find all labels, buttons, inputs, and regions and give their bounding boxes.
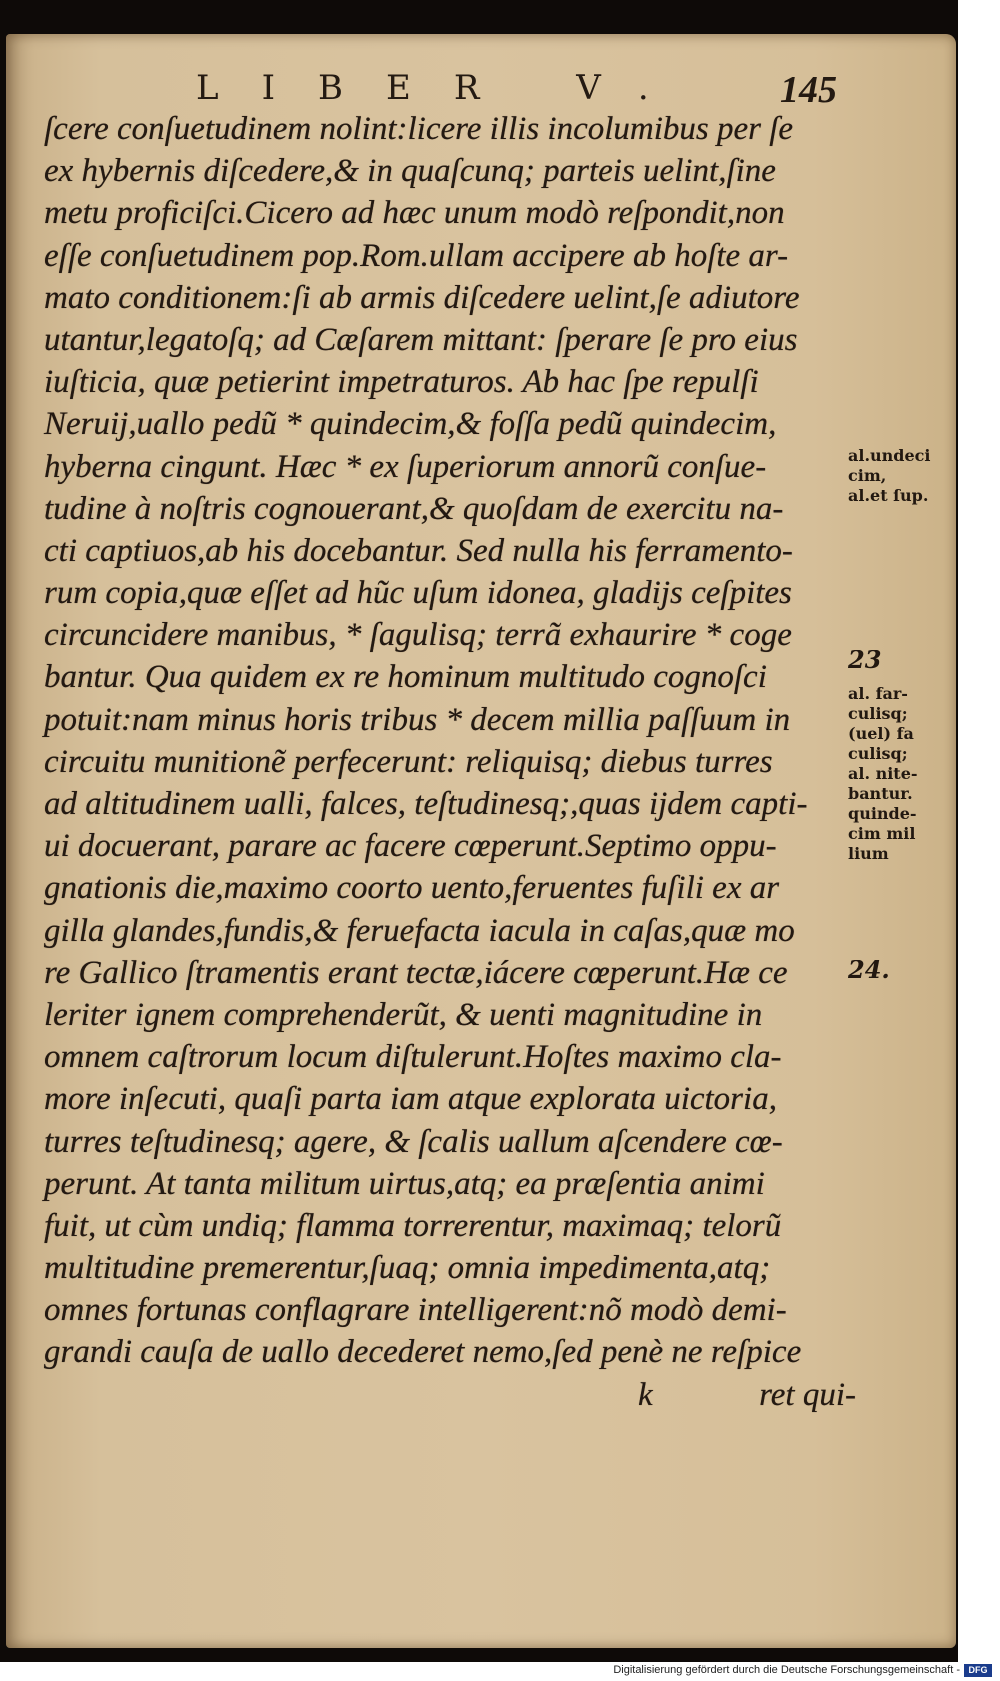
text-line: ad altitudinem ualli, falces, teſtudinesq;,quas ijdem capti- — [44, 786, 808, 822]
text-line: rum copia,quæ eſſet ad hũc uſum idonea, gladijs ceſpites — [44, 575, 792, 612]
text-line: mato conditionem:ſi ab armis diſcedere uelint,ſe adiutore — [44, 279, 800, 316]
text-line: ex hybernis diſcedere,& in quaſcunq; parteis uelint,ſine — [44, 153, 776, 190]
text-line: turres teſtudinesq; agere, & ſcalis uallum aſcendere cœ- — [44, 1123, 783, 1160]
catchline — [44, 1374, 856, 1416]
text-line: Neruij,uallo pedũ * quindecim,& foſſa pedũ quindecim, — [44, 406, 777, 443]
margin-note: quinde- — [848, 804, 917, 823]
text-line: omnem caſtrorum locum diſtulerunt.Hoſtes maximo cla- — [44, 1039, 782, 1076]
text-line: multitudine premerentur,ſuaq; omnia impedimenta,atq; — [44, 1250, 771, 1287]
margin-note-group-1 — [848, 446, 956, 506]
text-line: gilla glandes,fundis,& feruefacta iacula in caſas,quæ mo — [44, 912, 795, 949]
text-line: leriter ignem comprehenderũt, & uenti magnitudine in — [44, 996, 763, 1033]
margin-note: culisq; — [848, 704, 908, 723]
text-line: eſſe conſuetudinem pop.Rom.ullam accipere ab hoſte ar- — [44, 237, 789, 274]
text-line: hyberna cingunt. Hæc * ex ſuperiorum annorũ conſue- — [44, 448, 767, 485]
text-line: circuitu munitionẽ perfecerunt: reliquisq; diebus turres — [44, 743, 773, 780]
running-head: LIBER V. — [196, 68, 692, 108]
text-line: ui docuerant, parare ac facere cœperunt.Septimo oppu- — [44, 828, 777, 865]
margin-note: cim, — [848, 466, 887, 485]
text-line: more inſecuti, quaſi parta iam atque explorata uictoria, — [44, 1081, 777, 1118]
margin-note: al.undeci — [848, 446, 931, 465]
footer-bar — [0, 1662, 1000, 1681]
margin-note: al.et ſup. — [848, 486, 929, 505]
text-line: gnationis die,maximo coorto uento,feruentes fuſili ex ar — [44, 870, 780, 907]
margin-note-number-23 — [848, 650, 956, 670]
margin-note: (uel) fa — [848, 724, 914, 743]
text-line: cti captiuos,ab his docebantur. Sed nulla his ferramento- — [44, 532, 793, 569]
text-line: utantur,legatoſq; ad Cæſarem mittant: ſperare ſe pro eius — [44, 321, 798, 358]
margin-note: bantur. — [848, 784, 913, 803]
text-line: iuſticia, quæ petierint impetraturos. Ab hac ſpe repulſi — [44, 364, 759, 401]
text-line: circuncidere manibus, * ſagulisq; terrã exhaurire * coge — [44, 617, 792, 654]
catchword: ret qui- — [759, 1376, 856, 1413]
margin-note-number-24 — [848, 960, 956, 980]
text-line: ſcere conſuetudinem nolint:licere illis incolumibus per ſe — [44, 111, 794, 147]
text-line: omnes fortunas conflagrare intelligerent:nõ modò demi- — [44, 1292, 787, 1329]
margin-note-group-2 — [848, 684, 956, 864]
text-line: grandi cauſa de uallo decederet nemo,ſed penè ne reſpice — [44, 1334, 802, 1371]
margin-note: lium — [848, 844, 889, 863]
text-line: bantur. Qua quidem ex re hominum multitudo cognoſci — [44, 659, 767, 696]
margin-note: cim mil — [848, 824, 916, 843]
text-line: metu proficiſci.Cicero ad hæc unum modò reſpondit,non — [44, 195, 785, 232]
text-line: perunt. At tanta militum uirtus,atq; ea præſentia animi — [44, 1165, 765, 1202]
text-line: re Gallico ſtramentis erant tectæ,iácere cœperunt.Hæ ce — [44, 954, 788, 991]
margin-note: culisq; — [848, 744, 908, 763]
text-line: fuit, ut cùm undiq; flamma torrerentur, maximaq; telorũ — [44, 1207, 782, 1244]
folio-number: 145 — [780, 69, 837, 111]
body-text — [44, 108, 856, 1416]
signature-mark: k — [638, 1376, 653, 1413]
margin-number: 23 — [848, 650, 882, 670]
margin-number: 24. — [848, 960, 890, 980]
margin-note: al. nite- — [848, 764, 918, 783]
dfg-logo-icon: DFG — [964, 1664, 992, 1677]
footer-credit: Digitalisierung gefördert durch die Deutsche Forschungsgemeinschaft - — [613, 1664, 960, 1676]
margin-note: al. far- — [848, 684, 908, 703]
text-line: tudine à noſtris cognouerant,& quoſdam de exercitu na- — [44, 490, 784, 527]
text-line: potuit:nam minus horis tribus * decem millia paſſuum in — [44, 701, 791, 738]
